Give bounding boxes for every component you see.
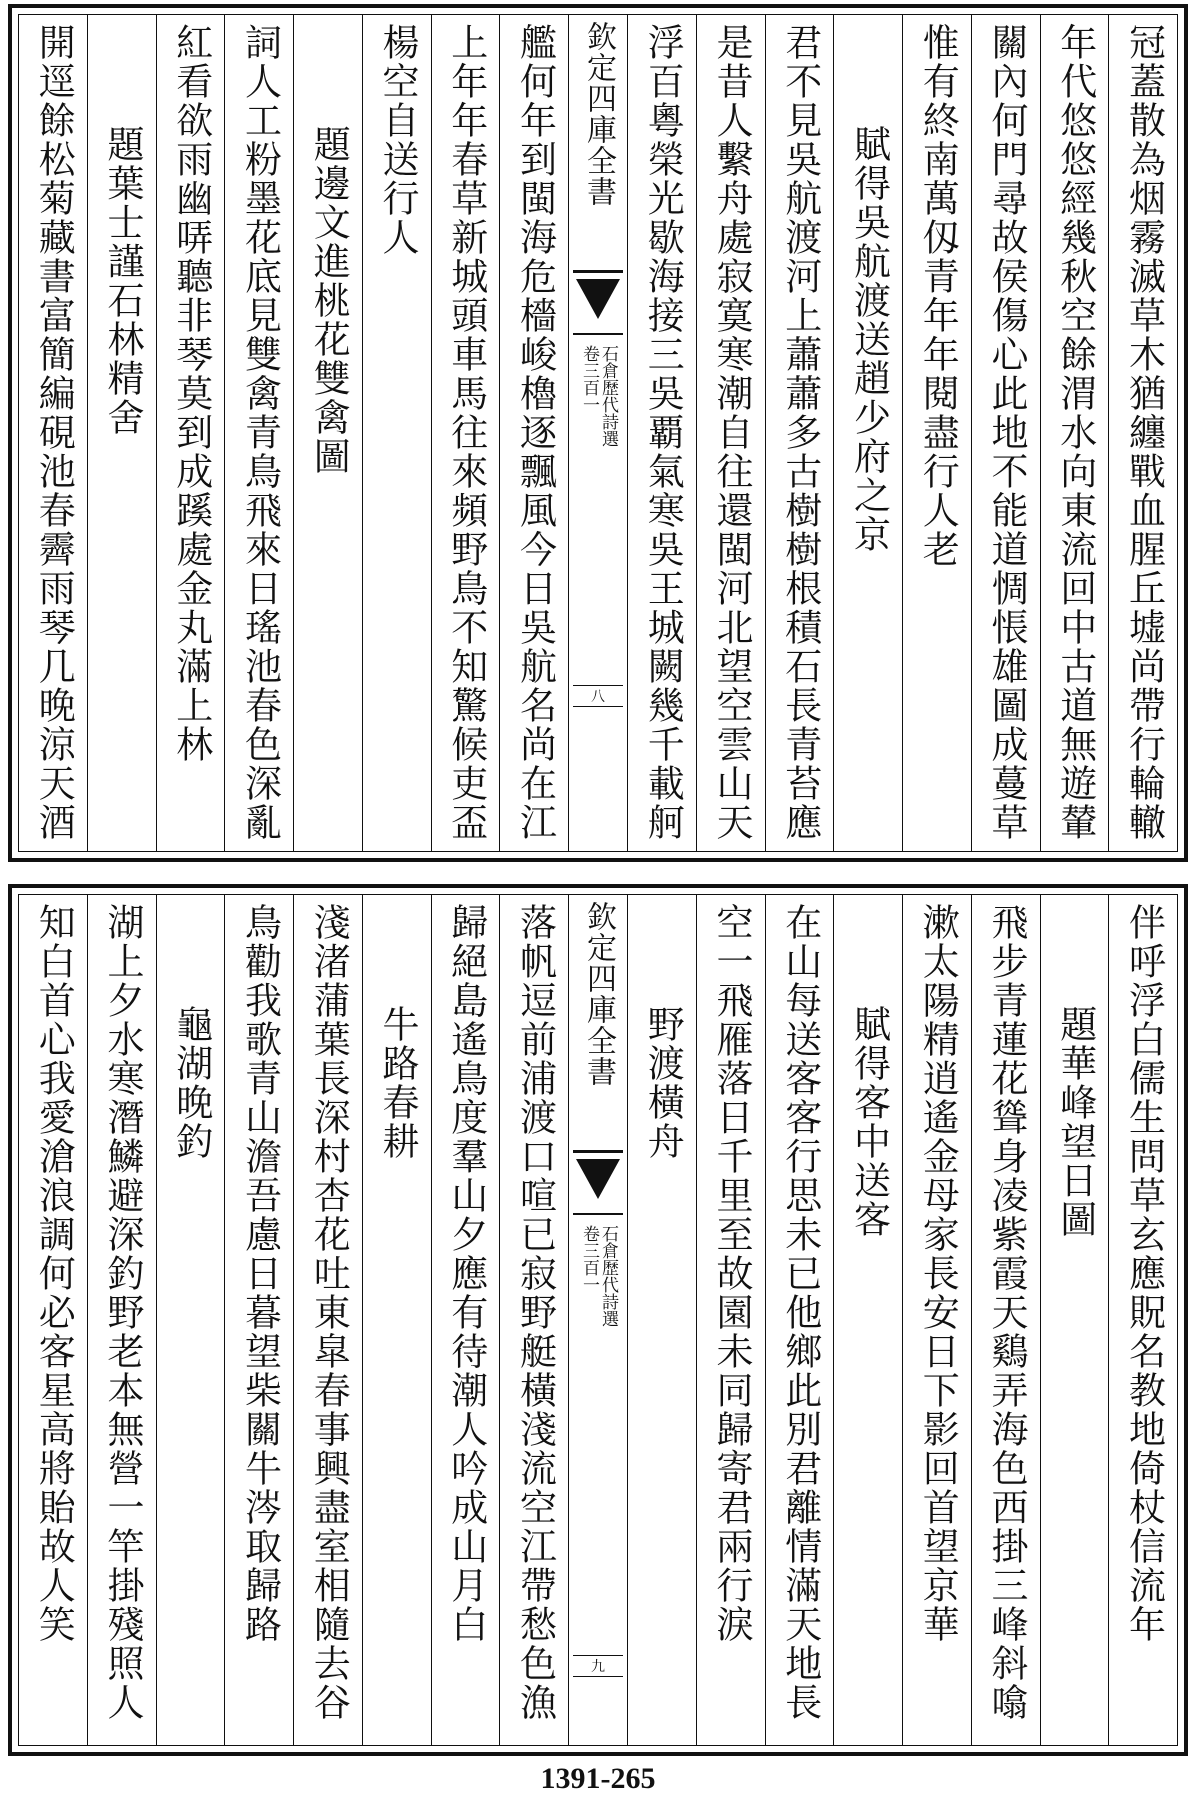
bottom-page-columns (19, 895, 1177, 1745)
poem-title: 野渡橫舟 (641, 1005, 685, 1161)
column-text: 楊空自送行人 (375, 23, 419, 257)
center-fold-column (568, 15, 627, 851)
volume-number: 卷三百一 (579, 1225, 599, 1293)
column-text: 年代悠悠經幾秋空餘渭水向東流回中古道無遊輦 (1053, 23, 1097, 842)
column-text: 鳥勸我歌青山澹吾慮日暮望柴關牛涔取歸路 (238, 903, 282, 1644)
poem-title-column (833, 895, 902, 1745)
book-title: 石倉歷代詩選 (598, 345, 618, 447)
text-column (971, 895, 1040, 1745)
poem-title: 題華峰望日圖 (1053, 1005, 1097, 1239)
column-text: 落帆逗前浦渡口喧已寂野艇橫淺流空江帶愁色漁 (513, 903, 557, 1722)
text-column (431, 15, 500, 851)
text-column (224, 895, 293, 1745)
page-footer-number: 1391-265 (540, 1762, 656, 1795)
center-fold-column (568, 895, 627, 1745)
page-number: 九 (573, 1655, 623, 1677)
library-title: 欽定四庫全書 (581, 21, 616, 207)
text-column (696, 895, 765, 1745)
top-page-panel (8, 4, 1188, 862)
column-text: 歸絕島遙鳥度羣山夕應有待潮人吟成山月白 (444, 903, 488, 1644)
column-text: 知白首心我愛滄浪調何必客星高將貽故人笑 (32, 903, 76, 1644)
column-text: 開逕餘松菊藏書富簡編硯池春霽雨琴几晚涼天酒 (32, 23, 76, 842)
poem-title-column (627, 895, 696, 1745)
poem-title: 題邊文進桃花雙禽圖 (307, 125, 351, 476)
text-column (431, 895, 500, 1745)
poem-title-column (833, 15, 902, 851)
poem-title: 賦得吳航渡送趙少府之京 (847, 125, 891, 554)
bottom-page-frame (18, 894, 1178, 1746)
poem-title-column (87, 15, 156, 851)
text-column (156, 15, 225, 851)
fish-tail-mark-icon (573, 1150, 623, 1215)
text-column (765, 895, 834, 1745)
column-text: 是昔人繫舟處寂寞寒潮自往還閩河北望空雲山天 (709, 23, 753, 842)
column-text: 在山每送客客行思未已他鄉此別君離情滿天地長 (778, 903, 822, 1722)
text-column (765, 15, 834, 851)
poem-title: 題葉士謹石林精舍 (100, 125, 144, 437)
column-text: 紅看欲雨幽哢聽非琴莫到成蹊處金丸滿上林 (169, 23, 213, 764)
text-column (1108, 15, 1177, 851)
column-text: 伴呼浮白儒生問草玄應貺名教地倚杖信流年 (1122, 903, 1166, 1644)
column-text: 空一飛雁落日千里至故園未同歸寄君兩行淚 (709, 903, 753, 1644)
fish-tail-mark-icon (573, 270, 623, 335)
text-column (19, 15, 87, 851)
column-text: 飛步青蓮花聳身凌紫霞天鷄弄海色西掛三峰斜噏 (984, 903, 1028, 1722)
volume-number: 卷三百一 (579, 345, 599, 413)
text-column (902, 15, 971, 851)
poem-title: 賦得客中送客 (847, 1005, 891, 1239)
text-column (362, 15, 431, 851)
column-text: 惟有終南萬仭青年年閱盡行人老 (916, 23, 960, 569)
book-title: 石倉歷代詩選 (598, 1225, 618, 1327)
poem-title-column (156, 895, 225, 1745)
column-text: 詞人工粉墨花底見雙禽青鳥飛來日瑤池春色深亂 (238, 23, 282, 842)
column-text: 淺渚蒲葉長深村杏花吐東皐春事興盡室相隨去谷 (307, 903, 351, 1722)
column-text: 君不見吳航渡河上蕭蕭多古樹樹根積石長青苔應 (778, 23, 822, 842)
text-column (499, 15, 568, 851)
column-text: 漱太陽精逍遙金母家長安日下影回首望京華 (916, 903, 960, 1644)
top-page-columns (19, 15, 1177, 851)
poem-title-column (362, 895, 431, 1745)
text-column (902, 895, 971, 1745)
text-column (499, 895, 568, 1745)
column-text: 冠蓋散為烟霧滅草木猶纏戰血腥丘墟尚帶行輪轍 (1122, 23, 1166, 842)
text-column (293, 895, 362, 1745)
text-column (1040, 15, 1109, 851)
top-page-frame (18, 14, 1178, 852)
poem-title: 龜湖晚釣 (169, 1005, 213, 1161)
library-title: 欽定四庫全書 (581, 901, 616, 1087)
text-column (87, 895, 156, 1745)
poem-title: 牛路春耕 (375, 1005, 419, 1161)
column-text: 浮百粵榮光歇海接三吳覇氣寒吳王城闕幾千載舸 (641, 23, 685, 842)
column-text: 湖上夕水寒潛鱗避深釣野老本無營一竿掛殘照人 (100, 903, 144, 1722)
text-column (224, 15, 293, 851)
column-text: 關內何門尋故侯傷心此地不能道惆悵雄圖成蔓草 (984, 23, 1028, 842)
text-column (696, 15, 765, 851)
page-number: 八 (573, 685, 623, 707)
column-text: 上年年春草新城頭車馬往來頻野鳥不知驚候吏盃 (444, 23, 488, 842)
bottom-page-panel (8, 884, 1188, 1756)
poem-title-column (1040, 895, 1109, 1745)
column-text: 艦何年到閩海危檣峻櫓逐飄風今日吳航名尚在江 (513, 23, 557, 842)
text-column (1108, 895, 1177, 1745)
poem-title-column (293, 15, 362, 851)
text-column (627, 15, 696, 851)
text-column (971, 15, 1040, 851)
text-column (19, 895, 87, 1745)
